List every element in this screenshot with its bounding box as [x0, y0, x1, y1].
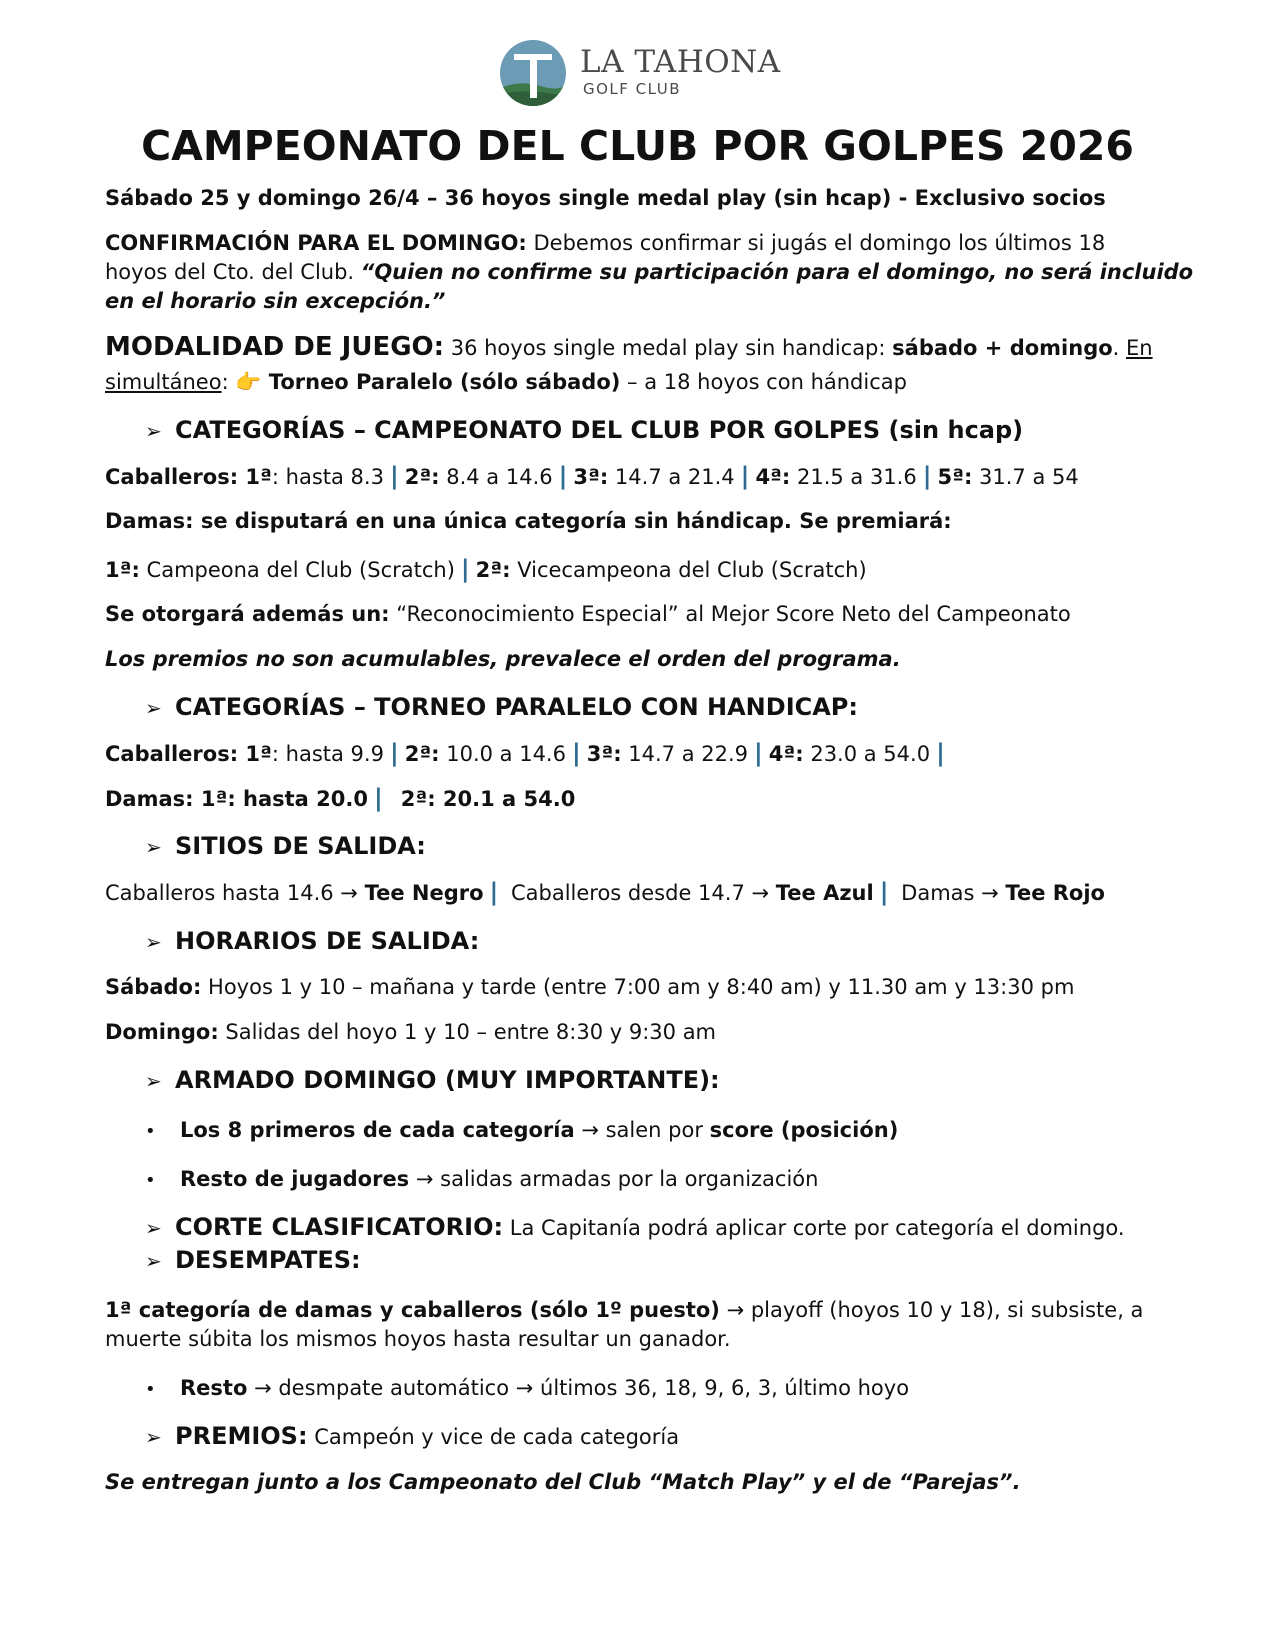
- especial-line: [105, 599, 1175, 629]
- arrow-bullet-icon: ➢: [145, 419, 162, 443]
- cab-par-3-key: 3ª:: [586, 742, 622, 766]
- section-premios-title: PREMIOS:: [175, 1422, 308, 1450]
- sabado-text: Hoyos 1 y 10 – mañana y tarde (entre 7:00 am y 8:40 am) y 11.30 am y 13:30 pm: [201, 975, 1075, 999]
- armado-2-text: → salidas armadas por la organización: [409, 1167, 819, 1191]
- modalidad-bold-1: sábado + domingo: [892, 336, 1113, 360]
- cab-par-3-val: 14.7 a 22.9: [621, 742, 749, 766]
- intro-line: Sábado 25 y domingo 26/4 – 36 hoyos single medal play (sin hcap) - Exclusivo socios: [105, 186, 1106, 210]
- confirmacion-text-1: Debemos confirmar si jugás el domingo los últimos 18: [526, 231, 1106, 255]
- section-horarios-title: HORARIOS DE SALIDA:: [175, 927, 480, 955]
- separator: |: [389, 739, 399, 767]
- arrow-bullet-icon: ➢: [145, 696, 162, 720]
- sabado-line: [105, 972, 1175, 1002]
- armado-1-bold2: score (posición): [709, 1118, 899, 1142]
- list-item: [145, 1373, 909, 1405]
- desempate-text-1: → playoff (hoyos 10 y 18), si subsiste, a: [719, 1298, 1144, 1322]
- separator: |: [389, 462, 399, 490]
- modalidad-underline-1: En: [1126, 336, 1153, 360]
- separator: |: [571, 739, 581, 767]
- cab-club-3-key: 3ª:: [573, 465, 609, 489]
- separator: |: [879, 878, 889, 906]
- sitios-t2: Caballeros desde 14.7 →: [504, 881, 776, 905]
- section-categorias-paralelo: [145, 691, 858, 724]
- section-corte-text: La Capitanía podrá aplicar corte por categoría el domingo.: [503, 1216, 1125, 1240]
- cab-par-2-val: 10.0 a 14.6: [439, 742, 566, 766]
- section-armado-title: ARMADO DOMINGO (MUY IMPORTANTE):: [175, 1066, 720, 1094]
- separator: |: [373, 784, 383, 812]
- arrow-bullet-icon: ➢: [145, 1249, 162, 1273]
- cab-club-2-key: 2ª:: [404, 465, 440, 489]
- section-desempates-title: DESEMPATES:: [175, 1246, 361, 1274]
- confirmacion-line-2: [105, 257, 1194, 287]
- cab-club-4-key: 4ª:: [755, 465, 791, 489]
- section-categorias-club-title: CATEGORÍAS – CAMPEONATO DEL CLUB POR GOLPES (sin hcap): [175, 416, 1024, 444]
- list-item: [145, 1164, 818, 1196]
- sabado-label: Sábado:: [105, 975, 202, 999]
- section-premios-text: Campeón y vice de cada categoría: [307, 1425, 680, 1449]
- especial-text: “Reconocimiento Especial” al Mejor Score Neto del Campeonato: [389, 602, 1071, 626]
- desempate-resto-text: → desmpate automático → últimos 36, 18, 9, 6, 3, último hoyo: [247, 1376, 910, 1400]
- section-horarios: [145, 925, 479, 958]
- modalidad-line-2: [105, 367, 1175, 397]
- separator: |: [740, 462, 750, 490]
- section-premios: [145, 1420, 679, 1453]
- cab-club-1-val: : hasta 8.3: [271, 465, 384, 489]
- final-line: Se entregan junto a los Campeonato del Club “Match Play” y el de “Parejas”.: [105, 1470, 1021, 1494]
- modalidad-text-4: – a 18 hoyos con hándicap: [620, 370, 907, 394]
- cab-club-2-val: 8.4 a 14.6: [439, 465, 553, 489]
- sitios-t1: Caballeros hasta 14.6 →: [105, 881, 365, 905]
- sitios-line: [105, 877, 1175, 908]
- cab-club-5-key: 5ª:: [937, 465, 973, 489]
- cab-par-1-val: : hasta 9.9: [271, 742, 384, 766]
- separator: |: [460, 555, 470, 583]
- cab-club-5-val: 31.7 a 54: [972, 465, 1079, 489]
- desempate-text-2: muerte súbita los mismos hoyos hasta resultar un ganador.: [105, 1327, 731, 1351]
- list-item: [145, 1115, 898, 1147]
- modalidad-line-1: [105, 332, 1175, 363]
- armado-1-text: → salen por: [574, 1118, 710, 1142]
- section-corte: [145, 1211, 1125, 1244]
- page-title: CAMPEONATO DEL CLUB POR GOLPES 2026: [141, 122, 1134, 170]
- section-desempates: [145, 1244, 361, 1277]
- cab-par-4-val: 23.0 a 54.0: [803, 742, 931, 766]
- desempate-line-1: [105, 1295, 1175, 1325]
- separator: |: [922, 462, 932, 490]
- confirmacion-quote-2: en el horario sin excepción.”: [105, 289, 446, 313]
- section-sitios-title: SITIOS DE SALIDA:: [175, 832, 426, 860]
- pointing-hand-icon: 👉: [235, 370, 262, 394]
- section-categorias-club: [145, 414, 1023, 447]
- desempate-bold: 1ª categoría de damas y caballeros (sólo 1º puesto): [105, 1298, 720, 1322]
- sitios-t3: Damas →: [894, 881, 1006, 905]
- armado-1-bold: Los 8 primeros de cada categoría: [180, 1118, 575, 1142]
- confirmacion-line-1: [105, 228, 1175, 258]
- caballeros-club-label: Caballeros:: [105, 465, 246, 489]
- cab-par-1-key: 1ª: [245, 742, 272, 766]
- cab-club-1-key: 1ª: [245, 465, 272, 489]
- confirmacion-label: CONFIRMACIÓN PARA EL DOMINGO:: [105, 231, 527, 255]
- arrow-bullet-icon: ➢: [145, 1216, 162, 1240]
- domingo-text: Salidas del hoyo 1 y 10 – entre 8:30 y 9:30 am: [218, 1020, 717, 1044]
- arrow-bullet-icon: ➢: [145, 835, 162, 859]
- section-armado: [145, 1064, 720, 1097]
- modalidad-underline-2: simultáneo: [105, 370, 222, 394]
- separator: |: [754, 739, 763, 767]
- modalidad-label: MODALIDAD DE JUEGO:: [105, 332, 445, 362]
- damas-paralelo-a: Damas: 1ª: hasta 20.0: [105, 787, 368, 811]
- sitios-b2: Tee Azul: [775, 881, 874, 905]
- damas-paralelo-line: [105, 783, 1175, 814]
- caballeros-paralelo-label: Caballeros:: [105, 742, 246, 766]
- caballeros-club-line: [105, 461, 1175, 492]
- cab-par-4-key: 4ª:: [768, 742, 804, 766]
- arrow-bullet-icon: ➢: [145, 1069, 162, 1093]
- section-corte-title: CORTE CLASIFICATORIO:: [175, 1213, 504, 1241]
- caballeros-paralelo-line: [105, 738, 1175, 769]
- section-categorias-paralelo-title: CATEGORÍAS – TORNEO PARALELO CON HANDICAP:: [175, 693, 858, 721]
- premio-damas-1-key: 1ª:: [105, 558, 140, 582]
- domingo-line: [105, 1017, 1175, 1047]
- especial-label: Se otorgará además un:: [105, 602, 390, 626]
- arrow-bullet-icon: ➢: [145, 1425, 162, 1449]
- domingo-label: Domingo:: [105, 1020, 219, 1044]
- premio-damas-2-key: 2ª:: [475, 558, 511, 582]
- no-acumulables-line: Los premios no son acumulables, prevalece el orden del programa.: [105, 647, 901, 671]
- separator: |: [558, 462, 568, 490]
- bullet-icon: •: [145, 1170, 156, 1191]
- confirmacion-text-2: hoyos del Cto. del Club.: [105, 260, 361, 284]
- premio-damas-1-val: Campeona del Club (Scratch): [139, 558, 455, 582]
- premios-damas-line: [105, 554, 1175, 585]
- logo-name: LA TAHONA: [580, 44, 781, 80]
- arrow-bullet-icon: ➢: [145, 930, 162, 954]
- modalidad-text-2: .: [1112, 336, 1127, 360]
- separator: |: [936, 739, 945, 767]
- damas-paralelo-b: 2ª: 20.1 a 54.0: [400, 787, 576, 811]
- confirmacion-quote-1: “Quien no confirme su participación para el domingo, no será incluido: [360, 260, 1194, 284]
- separator: |: [489, 878, 499, 906]
- section-sitios: [145, 830, 426, 863]
- desempate-resto-bold: Resto: [180, 1376, 248, 1400]
- cab-club-4-val: 21.5 a 31.6: [790, 465, 917, 489]
- sitios-b1: Tee Negro: [364, 881, 484, 905]
- cab-par-2-key: 2ª:: [404, 742, 440, 766]
- damas-club-line: Damas: se disputará en una única categoría sin hándicap. Se premiará:: [105, 509, 952, 533]
- modalidad-bold-2: Torneo Paralelo (sólo sábado): [261, 370, 621, 394]
- cab-club-3-val: 14.7 a 21.4: [608, 465, 735, 489]
- sitios-b3: Tee Rojo: [1005, 881, 1105, 905]
- modalidad-text-3: :: [221, 370, 236, 394]
- armado-2-bold: Resto de jugadores: [180, 1167, 410, 1191]
- logo-subname: GOLF CLUB: [583, 80, 682, 98]
- bullet-icon: •: [145, 1379, 156, 1400]
- bullet-icon: •: [145, 1121, 156, 1142]
- premio-damas-2-val: Vicecampeona del Club (Scratch): [510, 558, 867, 582]
- modalidad-text-1: 36 hoyos single medal play sin handicap:: [444, 336, 893, 360]
